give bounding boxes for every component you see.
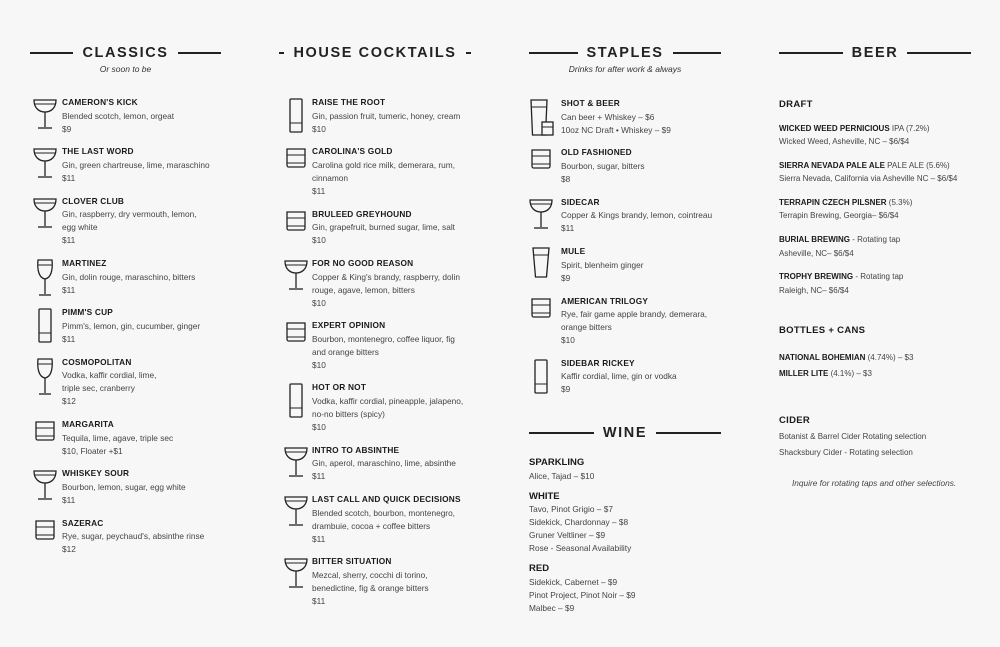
coupe-glass-icon <box>283 556 309 590</box>
item-description: Tequila, lime, agave, triple sec <box>62 432 174 443</box>
menu-item-carolina-s-gold <box>312 146 455 198</box>
rocks-glass-icon <box>528 296 554 320</box>
beer-title: BEER <box>851 45 899 61</box>
staples-heading <box>529 45 721 61</box>
item-name: EXPERT OPINION <box>312 320 386 331</box>
item-description: egg white <box>62 222 98 233</box>
item-price: $9 <box>561 384 571 395</box>
collins-glass-icon <box>528 358 554 396</box>
bottles-section-title: BOTTLES + CANS <box>779 325 866 336</box>
classics-heading <box>30 45 221 61</box>
item-name: SHOT & BEER <box>561 98 620 108</box>
item-description: Can beer + Whiskey – $6 <box>561 111 655 122</box>
item-name: MULE <box>561 246 586 257</box>
menu-item-clover-club <box>62 196 197 248</box>
item-description: Gin, grapefruit, burned sugar, lime, salt <box>312 222 455 233</box>
coupe-glass-icon <box>283 494 309 528</box>
coupe-glass-icon <box>528 197 554 231</box>
item-name: LAST CALL AND QUICK DECISIONS <box>312 494 461 504</box>
item-description: benedictine, fig & orange bitters <box>312 582 429 593</box>
item-name: INTRO TO ABSINTHE <box>312 444 400 455</box>
coupe-glass-icon <box>32 196 58 230</box>
rocks-glass-icon <box>283 209 309 233</box>
item-description: Bourbon, montenegro, coffee liquor, fig <box>312 333 455 344</box>
item-name: THE LAST WORD <box>62 146 134 157</box>
item-name: CAMERON'S KICK <box>62 97 138 107</box>
beer-style: - Rotating tap <box>852 235 901 244</box>
item-name: BRULEED GREYHOUND <box>312 208 412 219</box>
wine-item: Alice, Tajad – $10 <box>529 470 595 481</box>
collins-glass-icon <box>32 307 58 345</box>
menu-item-sazerac <box>62 518 204 557</box>
item-description: rouge, agave, lemon, bitters <box>312 284 415 295</box>
menu-item-whiskey-sour <box>62 468 186 507</box>
item-name: PIMM'S CUP <box>62 307 113 318</box>
coupe-glass-icon <box>32 97 58 131</box>
item-description: Blended scotch, bourbon, montenegro, <box>312 507 455 518</box>
item-price: $10, Floater +$1 <box>62 445 123 456</box>
wine-item: Tavo, Pinot Grigio – $7 <box>529 504 613 514</box>
rocks-glass-icon <box>528 147 554 171</box>
pint-glass-icon <box>528 246 554 280</box>
beer-name: BURIAL BREWING <box>779 235 850 244</box>
beer-style: PALE ALE (5.6%) <box>887 161 950 170</box>
beer-name: TERRAPIN CZECH PILSNER <box>779 198 887 207</box>
rocks-glass-icon <box>32 518 58 542</box>
item-name: COSMOPOLITAN <box>62 356 132 367</box>
item-description: Gin, green chartreuse, lime, maraschino <box>62 159 210 170</box>
item-price: $11 <box>312 471 326 482</box>
beer-style: IPA (7.2%) <box>891 124 930 133</box>
item-price: $8 <box>561 173 571 184</box>
staples-title: STAPLES <box>586 45 664 61</box>
menu-item-the-last-word <box>62 146 210 185</box>
item-description: orange bitters <box>561 322 612 333</box>
wine-section-red: RED <box>529 563 550 574</box>
menu-item-bitter-situation <box>312 556 429 608</box>
item-description: cinnamon <box>312 172 348 183</box>
item-price: $12 <box>62 396 76 407</box>
item-name: RAISE THE ROOT <box>312 97 386 107</box>
item-name: BITTER SITUATION <box>312 556 392 567</box>
draft-beer-terrapin-czech-pilsner <box>779 198 912 207</box>
item-name: MARGARITA <box>62 419 114 429</box>
item-price: $11 <box>312 533 326 544</box>
item-name: SIDEBAR RICKEY <box>561 357 635 368</box>
coupe-glass-icon <box>32 468 58 502</box>
menu-item-cameron-s-kick <box>62 97 174 136</box>
wine-item: Sidekick, Cabernet – $9 <box>529 576 618 587</box>
item-description: Rye, fair game apple brandy, demerara, <box>561 309 708 320</box>
draft-beer-sierra-nevada-pale-ale <box>779 161 950 170</box>
item-description: Copper & Kings brandy, lemon, cointreau <box>561 210 713 221</box>
beer-name: WICKED WEED PERNICIOUS <box>779 124 890 133</box>
bottle-national-bohemian <box>779 353 913 362</box>
rocks-glass-icon <box>32 419 58 443</box>
menu-item-old-fashioned <box>561 147 644 186</box>
beer-origin-price: Asheville, NC– $6/$4 <box>779 249 854 258</box>
menu-item-for-no-good-reason <box>312 258 460 310</box>
item-name: FOR NO GOOD REASON <box>312 258 414 268</box>
item-description: Mezcal, sherry, cocchi di torino, <box>312 569 428 580</box>
item-name: HOT OR NOT <box>312 382 367 393</box>
item-price: $10 <box>312 359 326 370</box>
menu-item-expert-opinion <box>312 320 455 372</box>
wine-title: WINE <box>602 425 648 441</box>
draft-beer-burial-brewing <box>779 235 900 244</box>
menu-item-cosmopolitan <box>62 357 156 409</box>
menu-item-pimm-s-cup <box>62 307 200 346</box>
item-description: Carolina gold rice milk, demerara, rum, <box>312 159 455 170</box>
house-cocktails-title: HOUSE COCKTAILS <box>293 45 457 61</box>
item-price: $11 <box>62 284 76 295</box>
menu-item-american-trilogy <box>561 296 707 348</box>
item-description: Gin, passion fruit, tumeric, honey, cream <box>312 110 461 121</box>
menu-item-bruleed-greyhound <box>312 209 455 248</box>
item-price: $11 <box>62 333 76 344</box>
item-description: triple sec, cranberry <box>62 383 135 394</box>
rocks-glass-icon <box>283 320 309 344</box>
wine-glass-icon <box>32 357 58 397</box>
beer-origin-price: Raleigh, NC– $6/$4 <box>779 286 849 295</box>
wine-section-sparkling: SPARKLING <box>529 457 585 468</box>
item-description: Bourbon, sugar, bitters <box>561 160 645 171</box>
item-description: Vodka, kaffir cordial, pineapple, jalapeno, <box>312 395 464 406</box>
beer-name: TROPHY BREWING <box>779 272 854 281</box>
beer-origin-price: Sierra Nevada, California via Asheville NC – $6/$4 <box>779 174 958 183</box>
item-price: $11 <box>312 185 326 196</box>
classics-title: CLASSICS <box>82 45 169 61</box>
draft-beer-wicked-weed-pernicious <box>779 124 930 133</box>
wine-item: Gruner Veltliner – $9 <box>529 530 606 540</box>
menu-item-last-call-and-quick-decisions <box>312 494 461 546</box>
item-description: Blended scotch, lemon, orgeat <box>62 110 175 121</box>
coupe-glass-icon <box>283 258 309 292</box>
classics-subtitle: Or soon to be <box>99 64 152 74</box>
menu-item-margarita <box>62 419 173 458</box>
item-description: and orange bitters <box>312 346 379 357</box>
cider-item: Shacksbury Cider - Rotating selection <box>779 448 913 457</box>
item-description: Gin, aperol, maraschino, lime, absinthe <box>312 458 456 469</box>
item-name: SAZERAC <box>62 517 104 528</box>
item-price: $9 <box>561 272 571 283</box>
wine-section-white: WHITE <box>529 490 560 502</box>
menu-item-sidebar-rickey <box>561 358 677 397</box>
beer-name: SIERRA NEVADA PALE ALE <box>779 161 885 170</box>
wine-item: Malbec – $9 <box>529 602 575 613</box>
item-description: Rye, sugar, peychaud's, absinthe rinse <box>62 531 205 542</box>
menu-item-hot-or-not <box>312 382 463 434</box>
item-price: $11 <box>62 494 76 505</box>
beer-heading <box>779 45 971 61</box>
menu-item-raise-the-root <box>312 97 460 136</box>
menu-item-mule <box>561 246 644 285</box>
wine-item: Pinot Project, Pinot Noir – $9 <box>529 589 636 600</box>
house-cocktails-heading <box>279 45 471 61</box>
beer-name: MILLER LITE <box>779 369 829 378</box>
wine-heading <box>529 425 721 441</box>
item-price: $10 <box>561 335 575 346</box>
beer-style: (5.3%) <box>888 198 913 207</box>
item-description: Spirit, blenheim ginger <box>561 259 644 270</box>
collins-glass-icon <box>283 382 309 420</box>
cider-section-title: CIDER <box>779 415 811 426</box>
menu-item-shot-beer <box>561 98 671 137</box>
item-price: $10 <box>312 297 326 308</box>
wine-item: Rose - Seasonal Availability <box>529 543 632 553</box>
item-price: $11 <box>62 172 76 183</box>
item-description: Gin, raspberry, dry vermouth, lemon, <box>62 209 197 220</box>
beer-style: - Rotating tap <box>855 272 904 281</box>
shot-and-beer-icon <box>528 98 556 138</box>
menu-item-intro-to-absinthe <box>312 445 456 484</box>
item-description: Kaffir cordial, lime, gin or vodka <box>561 371 677 382</box>
item-name: OLD FASHIONED <box>561 147 632 158</box>
cider-item: Botanist & Barrel Cider Rotating selection <box>779 432 927 441</box>
rotating-taps-note: Inquire for rotating taps and other selections. <box>792 478 957 488</box>
item-description: Pimm's, lemon, gin, cucumber, ginger <box>62 320 201 331</box>
item-price: $11 <box>312 595 326 606</box>
beer-abv-price: (4.74%) – $3 <box>867 353 914 362</box>
item-name: SIDECAR <box>561 196 600 207</box>
wine-item: Sidekick, Chardonnay – $8 <box>529 517 629 527</box>
item-name: MARTINEZ <box>62 258 107 268</box>
item-name: CAROLINA'S GOLD <box>312 146 393 157</box>
beer-abv-price: (4.1%) – $3 <box>830 369 872 378</box>
beer-origin-price: Terrapin Brewing, Georgia– $6/$4 <box>779 211 899 220</box>
beer-origin-price: Wicked Weed, Asheville, NC – $6/$4 <box>779 137 910 146</box>
draft-beer-trophy-brewing <box>779 272 903 281</box>
item-description: Gin, dolin rouge, maraschino, bitters <box>62 271 196 282</box>
item-description: Copper & King's brandy, raspberry, dolin <box>312 271 460 282</box>
bottle-miller-lite <box>779 369 872 378</box>
item-name: CLOVER CLUB <box>62 195 125 206</box>
item-price: $10 <box>312 123 326 134</box>
item-name: WHISKEY SOUR <box>62 468 130 479</box>
item-price: $9 <box>62 123 72 134</box>
beer-name: NATIONAL BOHEMIAN <box>779 353 866 362</box>
item-price: $10 <box>312 235 326 246</box>
item-description: Vodka, kaffir cordial, lime, <box>62 370 157 381</box>
collins-glass-icon <box>283 97 309 135</box>
menu-item-sidecar <box>561 197 712 236</box>
wine-glass-icon <box>32 258 58 298</box>
item-name: AMERICAN TRILOGY <box>561 295 649 306</box>
item-description: 10oz NC Draft • Whiskey – $9 <box>561 124 671 135</box>
menu-item-martinez <box>62 258 195 297</box>
staples-subtitle: Drinks for after work & always <box>568 64 682 74</box>
item-price: $11 <box>561 223 575 234</box>
draft-section-title: DRAFT <box>779 99 813 110</box>
item-description: drambuie, cocoa + coffee bitters <box>312 520 431 531</box>
item-description: no-no bitters (spicy) <box>312 408 385 419</box>
coupe-glass-icon <box>32 146 58 180</box>
item-description: Bourbon, lemon, sugar, egg white <box>62 481 186 492</box>
coupe-glass-icon <box>283 445 309 479</box>
item-price: $11 <box>62 235 76 246</box>
item-price: $12 <box>62 544 76 555</box>
item-price: $10 <box>312 421 326 432</box>
rocks-glass-icon <box>283 146 309 170</box>
